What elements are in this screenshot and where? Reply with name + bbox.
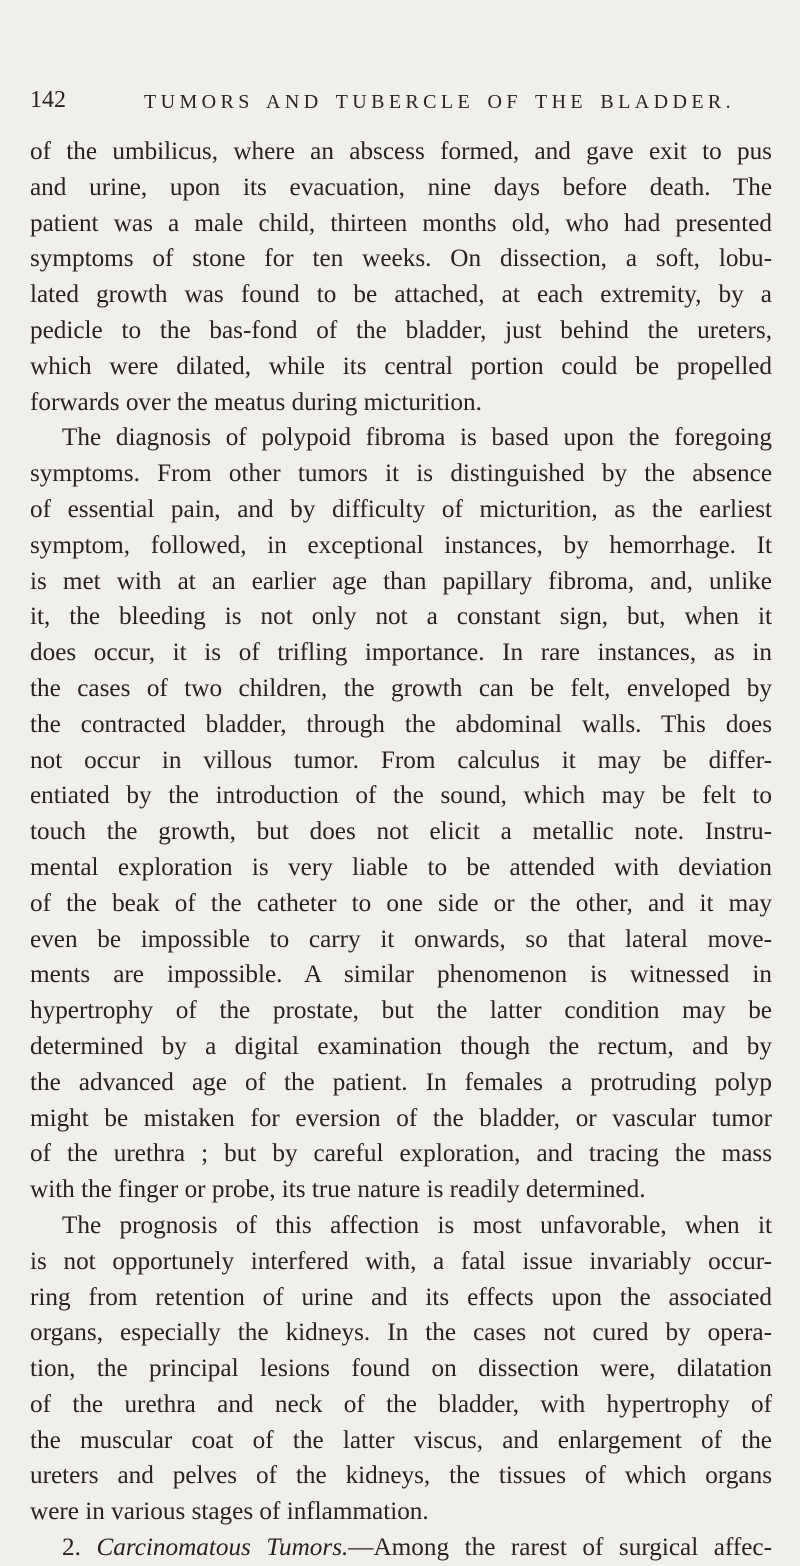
text-line: which were dilated, while its central portion could be propelled bbox=[30, 352, 772, 380]
text-line: of the umbilicus, where an abscess formed, and gave exit to pus bbox=[30, 138, 772, 165]
text-line: entiated by the introduction of the sound, which may be felt to bbox=[30, 782, 772, 810]
text-line: tion, the principal lesions found on dissection were, dilatation bbox=[30, 1355, 772, 1383]
text-line: not occur in villous tumor. From calculus it may be differ- bbox=[30, 746, 772, 774]
section-heading-line bbox=[30, 1530, 772, 1566]
text-line: patient was a male child, thirteen months old, who had presented bbox=[30, 209, 772, 237]
running-title: TUMORS AND TUBERCLE OF THE BLADDER. bbox=[144, 91, 736, 113]
text-line: of the urethra and neck of the bladder, with hypertrophy of bbox=[30, 1390, 772, 1418]
text-line: is met with at an earlier age than papillary fibroma, and, unlike bbox=[30, 567, 772, 595]
text-line: ments are impossible. A similar phenomenon is witnessed in bbox=[30, 961, 772, 989]
section-number: 2. bbox=[62, 1534, 81, 1562]
text-line: the contracted bladder, through the abdominal walls. This does bbox=[30, 710, 772, 738]
text-line: of essential pain, and by difficulty of micturition, as the earliest bbox=[30, 495, 772, 523]
text-line: of the urethra ; but by careful exploration, and tracing the mass bbox=[30, 1140, 772, 1168]
text-line: ureters and pelves of the kidneys, the tissues of which organs bbox=[30, 1462, 772, 1490]
text-line: with the finger or probe, its true nature is readily determined. bbox=[30, 1176, 646, 1204]
text-line: is not opportunely interfered with, a fatal issue invariably occur- bbox=[30, 1247, 772, 1275]
section-text: —Among the rarest of surgical affec- bbox=[348, 1534, 773, 1562]
text-line: the cases of two children, the growth can be felt, enveloped by bbox=[30, 674, 772, 702]
text-line: of the beak of the catheter to one side or the other, and it may bbox=[30, 889, 772, 917]
text-line: symptoms of stone for ten weeks. On dissection, a soft, lobu- bbox=[30, 245, 772, 273]
text-line: were in various stages of inflammation. bbox=[30, 1498, 429, 1526]
section-title: Carcinomatous Tumors. bbox=[96, 1534, 349, 1562]
text-line: lated growth was found to be attached, at each extremity, by a bbox=[30, 281, 772, 309]
text-line: hypertrophy of the prostate, but the latter condition may be bbox=[30, 997, 772, 1025]
running-head bbox=[30, 82, 770, 118]
text-line: the advanced age of the patient. In females a protruding polyp bbox=[30, 1068, 772, 1096]
page-number: 142 bbox=[30, 87, 66, 113]
body-text bbox=[30, 134, 772, 1566]
text-line: The prognosis of this affection is most unfavorable, when it bbox=[62, 1211, 772, 1239]
text-line: the muscular coat of the latter viscus, and enlargement of the bbox=[30, 1426, 772, 1454]
text-line: forwards over the meatus during micturition. bbox=[30, 388, 482, 416]
text-line: touch the growth, but does not elicit a metallic note. Instru- bbox=[30, 818, 772, 846]
text-line: does occur, it is of trifling importance. In rare instances, as in bbox=[30, 639, 772, 667]
text-line: it, the bleeding is not only not a constant sign, but, when it bbox=[30, 603, 772, 631]
text-line: mental exploration is very liable to be attended with deviation bbox=[30, 853, 772, 881]
text-line: determined by a digital examination though the rectum, and by bbox=[30, 1032, 772, 1060]
text-line: might be mistaken for eversion of the bladder, or vascular tumor bbox=[30, 1104, 772, 1132]
text-line: pedicle to the bas-fond of the bladder, just behind the ureters, bbox=[30, 316, 772, 344]
text-line: and urine, upon its evacuation, nine days before death. The bbox=[30, 173, 772, 201]
text-line: even be impossible to carry it onwards, so that lateral move- bbox=[30, 925, 772, 953]
text-line: ring from retention of urine and its effects upon the associated bbox=[30, 1283, 772, 1311]
text-line: symptoms. From other tumors it is distinguished by the absence bbox=[30, 460, 772, 488]
text-line: The diagnosis of polypoid fibroma is based upon the foregoing bbox=[62, 424, 772, 452]
text-line: symptom, followed, in exceptional instances, by hemorrhage. It bbox=[30, 531, 772, 559]
text-line: organs, especially the kidneys. In the cases not cured by opera- bbox=[30, 1319, 772, 1347]
